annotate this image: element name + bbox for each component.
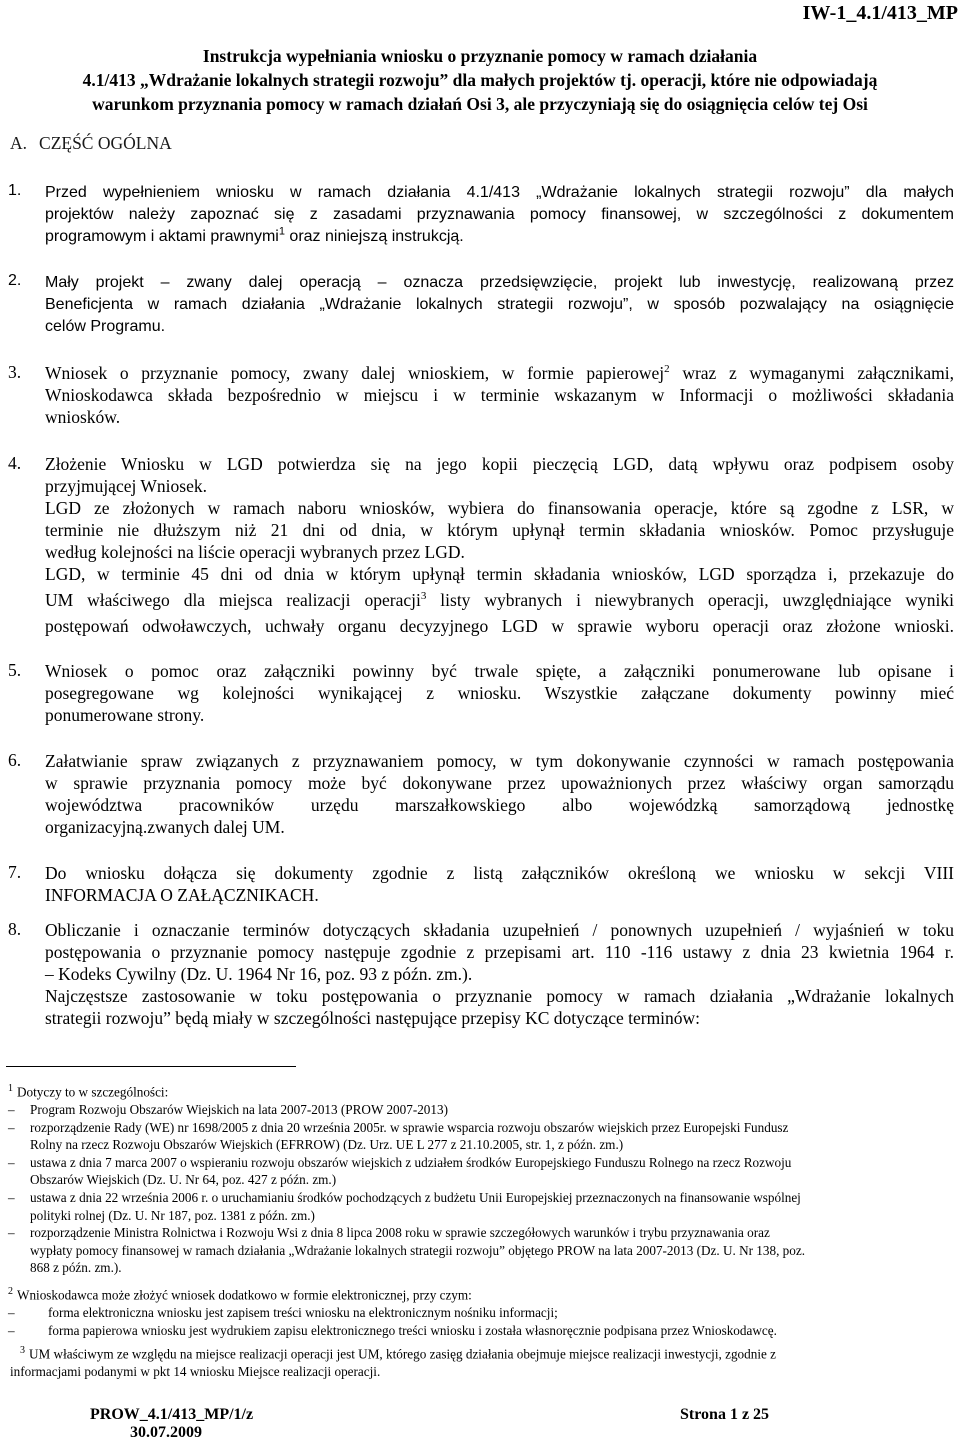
- item-line: przyjmującej Wniosek.: [45, 476, 207, 496]
- item-line: LGD ze złożonych w ramach naboru wniosków, wybiera do finansowania operacje, które są zgodne z LSR, w: [45, 498, 954, 518]
- section-label: CZĘŚĆ OGÓLNA: [39, 133, 172, 153]
- item-line: w sprawie przyznania pomocy może być dokonywane przez upoważnionych przez właściwy organ samorządu: [45, 773, 954, 793]
- item-line: [45, 585, 954, 615]
- footnote-text: ustawa z dnia 7 marca 2007 o wspieraniu rozwoju obszarów wiejskich z udziałem środków Europejskiego Funduszu Rolnego na rzecz Rozwoju: [30, 1154, 792, 1170]
- footnote-line: [0, 1119, 960, 1137]
- footnote-line: wypłaty pomocy finansowej w ramach działania „Wdrażanie lokalnych strategii rozwoju” objętego PROW na lata 2007-2013 (Dz. U. Nr 138, poz.: [30, 1242, 806, 1258]
- page-number: Strona 1 z 25: [680, 1406, 770, 1423]
- footnote-line: polityki rolnej (Dz. U. Nr 187, poz. 1381 z późn. zm.): [30, 1207, 315, 1223]
- item-line: posegregowane wg kolejności wynikającej z wniosku. Wszystkie załączane dokumenty powinny mieć: [45, 683, 954, 703]
- footnote-line: [0, 1224, 960, 1242]
- section-heading: [10, 133, 172, 154]
- list-item: [0, 362, 960, 428]
- item-line: Złożenie Wniosku w LGD potwierdza się na jego kopii pieczęcią LGD, datą wpływu oraz podpisem osoby: [45, 454, 954, 474]
- dash-bullet-icon: –: [8, 1304, 15, 1320]
- footnote-line: Rolny na rzecz Rozwoju Obszarów Wiejskich (EFRROW) (Dz. Urz. UE L 277 z 21.10.2005, str. 1, z późn. zm.): [30, 1137, 624, 1153]
- footnote-text: Wnioskodawca może złożyć wniosek dodatkowo w formie elektronicznej, przy czym:: [17, 1287, 472, 1303]
- footnote-line: [0, 1080, 960, 1101]
- footnote-1: [0, 1080, 960, 1277]
- item-line: Wnioskodawca składa bezpośrednio w miejscu i w terminie wskazanym w Informacji o możliwości składania: [45, 385, 954, 405]
- item-line: [45, 226, 954, 248]
- item-line: [45, 362, 954, 384]
- item-line: Do wniosku dołącza się dokumenty zgodnie z listą załączników określoną we wniosku w sekcji VIII: [45, 863, 954, 883]
- footnote-ref: 1: [278, 225, 285, 238]
- footnote-2: [0, 1283, 960, 1339]
- footnote-line: [0, 1189, 960, 1207]
- item-text: programowym i aktami prawnymi: [45, 228, 279, 245]
- dash-bullet-icon: –: [8, 1189, 15, 1205]
- document-title: [0, 44, 960, 116]
- item-line: ponumerowane strony.: [45, 705, 205, 725]
- item-number: 3.: [8, 362, 22, 382]
- item-line: wniosków.: [45, 407, 121, 427]
- footnote-number: 2: [8, 1286, 13, 1297]
- footnote-line: [0, 1342, 960, 1363]
- footnote-text: forma papierowa wniosku jest wydrukiem zapisu elektronicznego treści wniosku i została własnoręcznie podpisana przez Wnioskodawcę.: [48, 1322, 777, 1338]
- item-line: projektów należy zapoznać się z zasadami przyznawania pomocy finansowej, w szczególności z dokumentem: [45, 206, 954, 223]
- item-line: Najczęstsze zastosowanie w toku postępowania o przyznanie pomocy w ramach działania „Wdrażanie lokalnych: [45, 986, 954, 1006]
- list-item: [0, 182, 960, 248]
- item-line: Wniosek o pomoc oraz załączniki powinny być trwale spięte, a załączniki ponumerowane lub opisane i: [45, 661, 954, 681]
- footnote-number: 3: [20, 1345, 25, 1356]
- item-line: Beneficjenta w ramach działania „Wdrażanie lokalnych strategii rozwoju”, w sposób pozwalający na osiągnięcie: [45, 296, 954, 313]
- item-text: wraz z wymaganymi załącznikami,: [682, 363, 955, 383]
- item-line: organizacyjną.zwanych dalej UM.: [45, 817, 285, 837]
- item-number: 4.: [8, 453, 22, 473]
- item-text: Wniosek o przyznanie pomocy, zwany dalej wnioskiem, w formie papierowej: [45, 363, 665, 383]
- item-line: celów Programu.: [45, 318, 166, 335]
- item-text: UM właściwego dla miejsca realizacji operacji: [45, 590, 421, 610]
- footnote-line: 868 z późn. zm.).: [30, 1260, 122, 1276]
- footer-date: 30.07.2009: [130, 1424, 202, 1441]
- title-line: 4.1/413 „Wdrażanie lokalnych strategii rozwoju” dla małych projektów tj. operacji, które nie odpowiadają: [82, 70, 878, 90]
- item-line: Mały projekt – zwany dalej operacją – oznacza przedsięwzięcie, projekt lub inwestycję, realizowaną przez: [45, 274, 954, 291]
- footnote-line: [0, 1154, 960, 1172]
- footnote-ref: 2: [664, 363, 670, 376]
- item-line: województwa pracowników urzędu marszałkowskiego albo wojewódzką samorządową jednostkę: [45, 795, 954, 815]
- footnote-ref: 3: [420, 590, 427, 603]
- footnote-text: Program Rozwoju Obszarów Wiejskich na lata 2007-2013 (PROW 2007-2013): [30, 1101, 448, 1117]
- footnote-text: rozporządzenie Rady (WE) nr 1698/2005 z dnia 20 września 2005r. w sprawie wsparcia rozwoju obszarów wiejskich przez Europejski Fundusz: [30, 1119, 789, 1135]
- item-line: Przed wypełnieniem wniosku w ramach działania 4.1/413 „Wdrażanie lokalnych strategii rozwoju” dla małych: [45, 184, 954, 201]
- item-line: według kolejności na liście operacji wybranych przez LGD.: [45, 542, 465, 562]
- footnote-separator: [6, 1066, 296, 1067]
- footnote-line: [0, 1101, 960, 1119]
- item-number: 5.: [8, 660, 22, 680]
- footnote-line: [0, 1304, 960, 1322]
- item-line: postępowań odwoławczych, uchwały organu decyzyjnego LGD w sprawie wyboru operacji oraz złożone wnioski.: [45, 616, 954, 636]
- footnote-text: UM właściwym ze względu na miejsce realizacji operacji jest UM, którego zasięg działania obejmuje miejsce realizacji inwestycji, zgodnie z: [29, 1346, 776, 1362]
- dash-bullet-icon: –: [8, 1101, 15, 1117]
- footnote-line: informacjami podanymi w pkt 14 wniosku Miejsce realizacji operacji.: [10, 1363, 381, 1379]
- list-item: [0, 453, 960, 637]
- footnote-text: ustawa z dnia 22 września 2006 r. o uruchamianiu środków pochodzących z budżetu Unii Europejskiej przeznaczonych na finansowanie wspólnej: [30, 1189, 801, 1205]
- item-line: INFORMACJA O ZAŁĄCZNIKACH.: [45, 885, 319, 905]
- item-text: oraz niniejszą instrukcją.: [289, 228, 464, 245]
- item-number: 2.: [8, 272, 22, 289]
- list-item: [0, 919, 960, 1029]
- item-line: Załatwianie spraw związanych z przyznawaniem pomocy, w tym dokonywanie czynności w ramach postępowania: [45, 751, 954, 771]
- document-code: IW-1_4.1/413_MP: [802, 2, 958, 24]
- footnote-text: rozporządzenie Ministra Rolnictwa i Rozwoju Wsi z dnia 8 lipca 2008 roku w sprawie szczegółowych warunków i trybu przyznawania oraz: [30, 1225, 770, 1241]
- section-letter: A.: [10, 133, 28, 153]
- dash-bullet-icon: –: [8, 1225, 15, 1241]
- footnote-line: [0, 1322, 960, 1340]
- item-line: terminie nie dłuższym niż 21 dni od dnia, w którym upłynął termin składania wniosków. Pomoc przysługuje: [45, 520, 954, 540]
- dash-bullet-icon: –: [8, 1154, 15, 1170]
- item-line: Obliczanie i oznaczanie terminów dotyczących składania uzupełnień / ponownych uzupełnień / wyjaśnień w toku: [45, 920, 954, 940]
- item-line: strategii rozwoju” będą miały w szczególności następujące przepisy KC dotyczące terminów:: [45, 1008, 701, 1028]
- title-line: warunkom przyznania pomocy w ramach działań Osi 3, ale przyczyniają się do osiągnięcia celów tej Osi: [92, 94, 868, 114]
- item-text: listy wybranych i niewybranych operacji, uwzględniające wyniki: [440, 590, 955, 610]
- footnote-line: [0, 1283, 960, 1304]
- footnote-line: Obszarów Wiejskich (Dz. U. Nr 64, poz. 427 z późn. zm.): [30, 1172, 337, 1188]
- dash-bullet-icon: –: [8, 1119, 15, 1135]
- list-item: [0, 660, 960, 726]
- item-number: 1.: [8, 182, 22, 199]
- footnote-number: 1: [8, 1083, 13, 1094]
- title-line: Instrukcja wypełniania wniosku o przyznanie pomocy w ramach działania: [202, 46, 758, 66]
- item-number: 8.: [8, 919, 22, 939]
- item-number: 7.: [8, 862, 22, 882]
- item-number: 6.: [8, 750, 22, 770]
- list-item: [0, 862, 960, 906]
- list-item: [0, 750, 960, 838]
- item-line: – Kodeks Cywilny (Dz. U. 1964 Nr 16, poz. 93 z późn. zm.).: [45, 964, 473, 984]
- item-line: postępowania o przyznanie pomocy następuje zgodnie z przepisami art. 110 -116 ustawy z dnia 23 kwietnia 1964 r.: [45, 942, 954, 962]
- dash-bullet-icon: –: [8, 1322, 15, 1338]
- item-line: LGD, w terminie 45 dni od dnia w którym upłynął termin składania wniosków, LGD sporządza i, przekazuje do: [45, 564, 954, 584]
- footnote-3: [0, 1342, 960, 1381]
- footnote-text: forma elektroniczna wniosku jest zapisem treści wniosku na elektronicznym nośniku informacji;: [48, 1304, 558, 1320]
- footnote-text: Dotyczy to w szczególności:: [17, 1084, 169, 1100]
- list-item: [0, 272, 960, 338]
- footer-doc-id: PROW_4.1/413_MP/1/z: [90, 1406, 254, 1423]
